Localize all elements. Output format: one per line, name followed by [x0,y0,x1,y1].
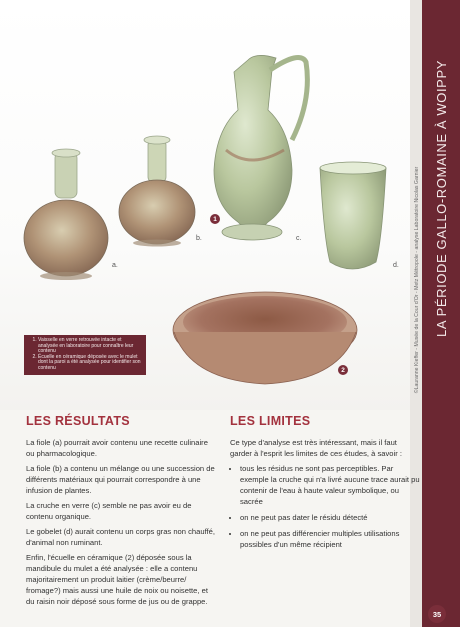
jug-c [214,55,307,240]
caption-item: 2. Écuelle en céramique déposée avec le mulet dont la paroi a été analysée pour identifier son contenu [38,355,142,372]
ceramic-bowl [173,292,357,384]
flask-a [24,149,108,280]
label-c: c. [296,235,302,242]
limits-bullet: • on ne peut pas dater le résidu détecté [240,512,420,523]
marker-2: 2 [338,365,348,375]
limits-column [230,437,420,555]
limits-bullet: • on ne peut pas différencier multiples utilisations possibles d'un même récipient [240,528,420,550]
results-paragraph: La cruche en verre (c) semble ne pas avoir eu de contenu organique. [26,501,192,521]
results-paragraph: Le gobelet (d) aurait contenu un corps gras non chauffé, d'animal non ruminant. [26,527,215,547]
limits-heading: LES LIMITES [230,414,311,428]
limits-list [230,463,420,550]
results-column [26,437,218,611]
caption-item: 1. Vaisselle en verre retrouvée intacte et analysée en laboratoire pour connaître leur contenu [38,338,142,355]
photo-caption [24,335,146,375]
page-number: 35 [428,605,446,623]
label-d: d. [393,262,399,269]
results-paragraph: La fiole (a) pourrait avoir contenu une recette culinaire ou pharmacologique. [26,438,208,458]
limits-bullet: • tous les résidus ne sont pas perceptibles. Par exemple la cruche qui n'a livré aucune trace aurait pu contenir de l'eau à haute valeur symbolique, ou sacrée [240,463,420,507]
label-a: a. [112,262,118,269]
section-sidebar [422,0,460,627]
marker-1: 1 [210,214,220,224]
photo-credit: ©Lauranne Kieffer - Musée de la Cour d'Or - Metz Métropole - analyse Laboratoire Nicolas Garnier [414,166,421,394]
limits-intro: Ce type d'analyse est très intéressant, mais il faut garder à l'esprit les limites de ces études, à savoir : [230,438,402,458]
results-paragraph: La fiole (b) a contenu un mélange ou une succession de différents matériaux qui pourrait correspondre à une infusion de plantes. [26,464,215,495]
results-paragraph: Enfin, l'écuelle en céramique (2) déposée sous la mandibule du mulet a été analysée : elle a contenu majoritairement un produit laitier (crème/beurre/ fromage?) mais aussi une huile de noix ou noisette, et du raisin noir déposé sous forme de jus ou de grappe. [26,553,208,606]
section-title: LA PÉRIODE GALLO-ROMAINE À WOIPPY [433,59,449,337]
flask-b [119,136,195,247]
results-heading: LES RÉSULTATS [26,414,130,428]
label-b: b. [196,235,202,242]
beaker-d [320,162,386,269]
